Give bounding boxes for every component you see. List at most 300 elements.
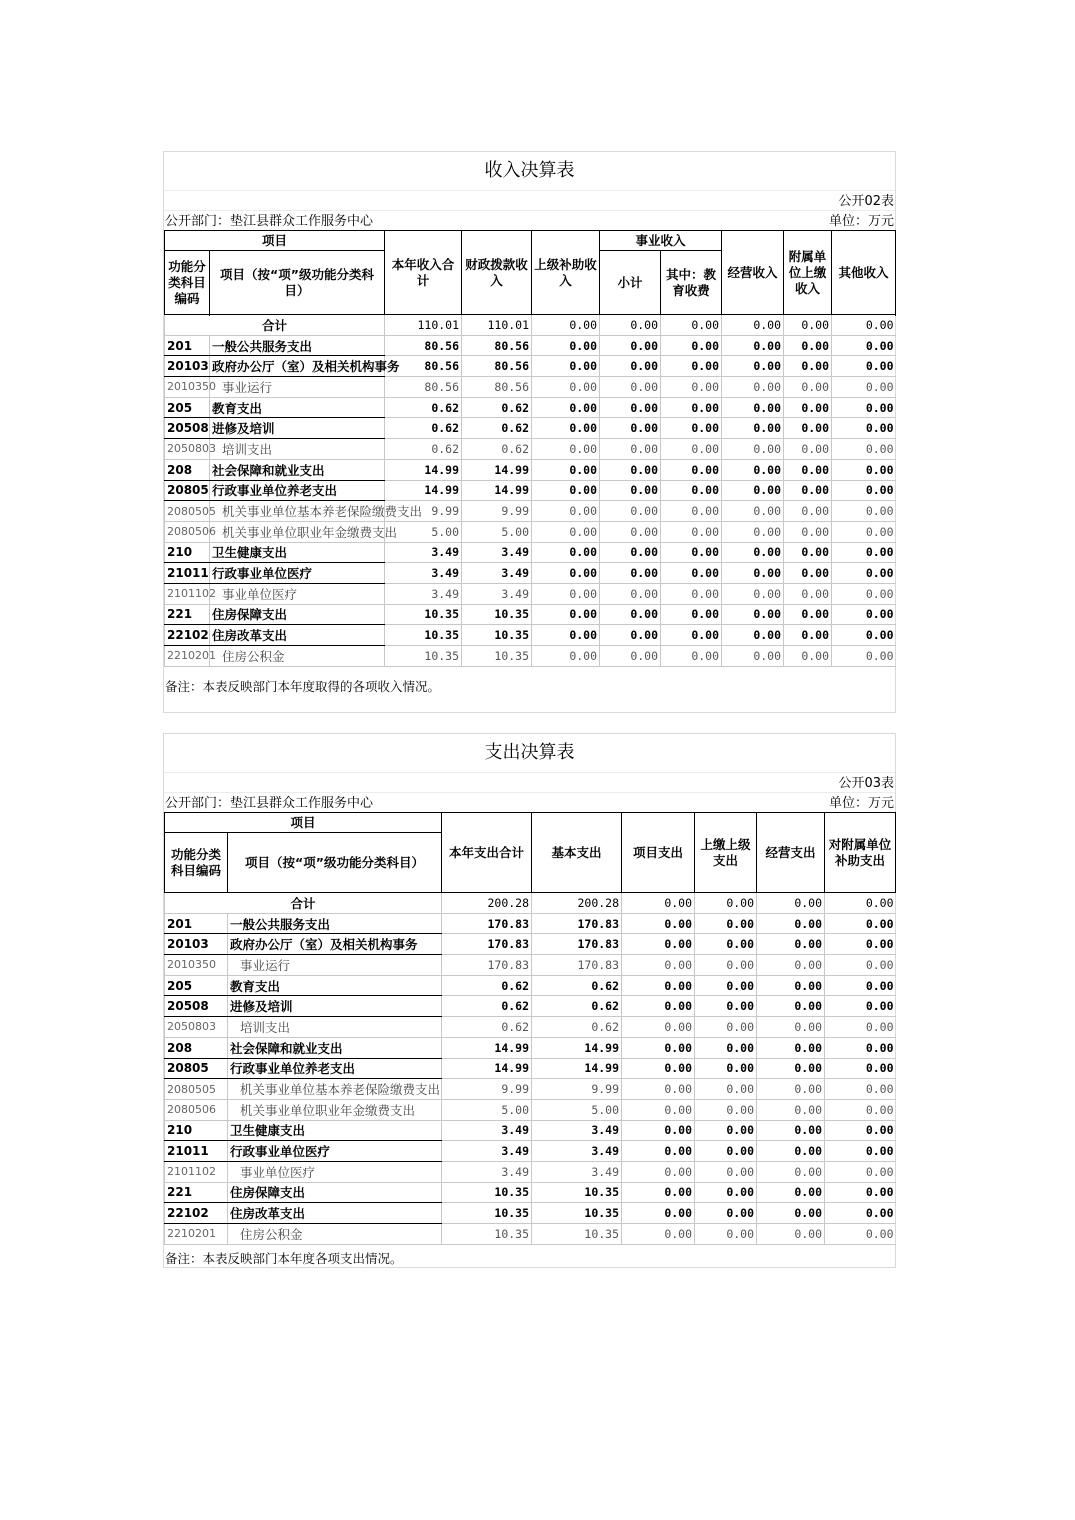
row-value: 0.00 (757, 893, 825, 914)
row-value: 0.00 (661, 542, 722, 563)
row-value: 0.00 (722, 397, 784, 418)
row-value: 0.00 (825, 1120, 896, 1141)
row-value: 0.00 (722, 563, 784, 584)
row-code: 2080505 (165, 1079, 228, 1100)
row-code: 205 (165, 397, 210, 418)
row-name: 事业运行 (210, 377, 385, 398)
row-value: 0.00 (825, 1224, 896, 1245)
row-value: 10.35 (462, 625, 532, 646)
row-name: 社会保障和就业支出 (210, 459, 385, 480)
row-value: 0.00 (832, 377, 896, 398)
row-value: 80.56 (462, 335, 532, 356)
row-value: 0.00 (825, 1017, 896, 1038)
row-value: 0.00 (622, 934, 695, 955)
row-value: 10.35 (442, 1182, 532, 1203)
income-header-superior: 上级补助收入 (532, 231, 600, 315)
row-name: 住房改革支出 (210, 625, 385, 646)
row-value: 0.00 (722, 501, 784, 522)
row-value: 170.83 (532, 913, 622, 934)
expense-note: 备注：本表反映部门本年度各项支出情况。 (165, 1250, 403, 1266)
row-value: 0.62 (532, 996, 622, 1017)
expense-header-name: 项目（按“项”级功能分类科目） (228, 833, 442, 893)
row-value: 10.35 (442, 1224, 532, 1245)
row-code: 2080506 (165, 521, 210, 542)
row-code: 210 (165, 542, 210, 563)
table-row (165, 563, 896, 584)
income-header-edu: 其中：教育收费 (661, 251, 722, 315)
row-value: 0.00 (784, 439, 832, 460)
row-value: 110.01 (462, 315, 532, 336)
row-value: 14.99 (385, 480, 462, 501)
row-value: 0.00 (832, 397, 896, 418)
row-value: 0.00 (622, 1161, 695, 1182)
row-value: 0.62 (385, 439, 462, 460)
row-value: 0.00 (757, 955, 825, 976)
row-value: 3.49 (462, 542, 532, 563)
row-value: 0.00 (622, 1120, 695, 1141)
row-code: 20508 (165, 418, 210, 439)
row-code: 20805 (165, 480, 210, 501)
row-value: 0.00 (695, 955, 757, 976)
table-row (165, 501, 896, 522)
row-value: 14.99 (532, 1037, 622, 1058)
row-value: 0.00 (784, 459, 832, 480)
income-header-other: 其他收入 (832, 231, 896, 315)
row-value: 0.00 (832, 604, 896, 625)
row-value: 170.83 (442, 934, 532, 955)
income-header-code: 功能分类科目编码 (165, 251, 210, 315)
expense-statement-sheet (163, 733, 896, 1268)
row-value: 0.00 (532, 315, 600, 336)
row-value: 0.00 (661, 397, 722, 418)
row-value: 0.00 (825, 975, 896, 996)
row-value: 5.00 (442, 1099, 532, 1120)
row-value: 0.00 (532, 418, 600, 439)
table-row (165, 335, 896, 356)
row-value: 9.99 (532, 1079, 622, 1100)
row-value: 0.00 (825, 955, 896, 976)
row-name: 事业运行 (228, 955, 442, 976)
row-value: 0.00 (722, 377, 784, 398)
table-row (165, 1099, 896, 1120)
row-value: 0.00 (784, 377, 832, 398)
row-value: 10.35 (462, 604, 532, 625)
table-row (165, 996, 896, 1017)
row-value: 0.00 (532, 563, 600, 584)
row-value: 0.62 (442, 1017, 532, 1038)
row-value: 0.00 (825, 1141, 896, 1162)
row-name: 教育支出 (228, 975, 442, 996)
row-code: 2210201 (165, 1224, 228, 1245)
row-value: 0.00 (832, 646, 896, 667)
table-row (165, 1182, 896, 1203)
row-value: 200.28 (532, 893, 622, 914)
row-value: 5.00 (532, 1099, 622, 1120)
expense-title: 支出决算表 (484, 742, 575, 763)
row-value: 0.00 (532, 459, 600, 480)
row-name: 住房保障支出 (210, 604, 385, 625)
income-title: 收入决算表 (484, 160, 575, 181)
row-name: 政府办公厅（室）及相关机构事务 (210, 356, 385, 377)
row-value: 170.83 (532, 955, 622, 976)
row-value: 0.62 (532, 975, 622, 996)
row-value: 0.00 (661, 418, 722, 439)
row-value: 170.83 (442, 913, 532, 934)
row-value: 0.00 (784, 542, 832, 563)
row-value: 0.00 (722, 459, 784, 480)
row-code: 2050803 (165, 439, 210, 460)
row-code: 221 (165, 1182, 228, 1203)
row-name: 社会保障和就业支出 (228, 1037, 442, 1058)
table-row (165, 480, 896, 501)
row-value: 0.00 (722, 315, 784, 336)
row-value: 0.00 (722, 521, 784, 542)
row-value: 0.00 (622, 1224, 695, 1245)
table-row (165, 397, 896, 418)
expense-header-project: 项目 (165, 813, 442, 833)
row-value: 0.00 (661, 583, 722, 604)
row-code: 201 (165, 335, 210, 356)
row-code: 21011 (165, 563, 210, 584)
row-name: 机关事业单位基本养老保险缴费支出 (210, 501, 385, 522)
row-value: 0.62 (532, 1017, 622, 1038)
table-row (165, 1120, 896, 1141)
row-name: 一般公共服务支出 (210, 335, 385, 356)
income-header-project: 项目 (165, 231, 385, 251)
row-name: 行政事业单位养老支出 (228, 1058, 442, 1079)
row-value: 0.00 (695, 1037, 757, 1058)
row-value: 0.00 (600, 377, 661, 398)
row-value: 0.00 (784, 397, 832, 418)
table-row (165, 1224, 896, 1245)
row-value: 80.56 (462, 377, 532, 398)
table-row (165, 521, 896, 542)
row-value: 10.35 (532, 1182, 622, 1203)
row-value: 0.00 (784, 646, 832, 667)
row-value: 0.00 (661, 459, 722, 480)
row-value: 0.00 (600, 563, 661, 584)
row-value: 0.00 (600, 604, 661, 625)
row-value: 0.00 (532, 356, 600, 377)
table-row (165, 1017, 896, 1038)
income-header-total: 本年收入合计 (385, 231, 462, 315)
row-value: 0.00 (832, 563, 896, 584)
row-value: 0.00 (600, 625, 661, 646)
row-value: 0.00 (695, 1079, 757, 1100)
row-value: 0.00 (757, 934, 825, 955)
row-value: 0.00 (832, 542, 896, 563)
expense-header-total: 本年支出合计 (442, 813, 532, 893)
row-name: 机关事业单位基本养老保险缴费支出 (228, 1079, 442, 1100)
row-value: 0.00 (832, 583, 896, 604)
row-value: 80.56 (385, 377, 462, 398)
income-header-name: 项目（按“项”级功能分类科目） (210, 251, 385, 315)
row-name: 机关事业单位职业年金缴费支出 (228, 1099, 442, 1120)
row-name: 进修及培训 (228, 996, 442, 1017)
row-value: 0.00 (757, 1224, 825, 1245)
income-meta-row (164, 210, 895, 230)
table-row (165, 913, 896, 934)
row-name: 行政事业单位医疗 (228, 1141, 442, 1162)
table-row (165, 646, 896, 667)
row-value: 3.49 (532, 1141, 622, 1162)
row-value: 3.49 (385, 563, 462, 584)
row-value: 14.99 (462, 459, 532, 480)
income-unit: 单位：万元 (828, 214, 894, 229)
row-value: 0.00 (695, 893, 757, 914)
expense-table-body (165, 893, 896, 1245)
row-value: 0.00 (622, 1099, 695, 1120)
row-name: 行政事业单位医疗 (210, 563, 385, 584)
row-value: 0.00 (757, 1141, 825, 1162)
row-value: 0.00 (600, 315, 661, 336)
row-value: 0.00 (622, 955, 695, 976)
row-value: 0.00 (600, 501, 661, 522)
row-name: 事业单位医疗 (210, 583, 385, 604)
row-value: 0.00 (784, 356, 832, 377)
row-value: 0.00 (832, 625, 896, 646)
row-value: 0.00 (622, 1203, 695, 1224)
row-code: 20103 (165, 356, 210, 377)
row-value: 0.00 (695, 934, 757, 955)
row-value: 0.00 (532, 439, 600, 460)
income-table (164, 230, 896, 667)
row-value: 0.00 (695, 1058, 757, 1079)
table-row (165, 955, 896, 976)
expense-header-code: 功能分类科目编码 (165, 833, 228, 893)
expense-department: 公开部门：垫江县群众工作服务中心 (165, 796, 374, 811)
income-statement-sheet (163, 151, 896, 713)
income-table-number: 公开02表 (838, 194, 894, 209)
row-value: 0.00 (661, 501, 722, 522)
income-header-affiliated: 附属单位上缴收入 (784, 231, 832, 315)
row-name: 住房改革支出 (228, 1203, 442, 1224)
row-code: 2210201 (165, 646, 210, 667)
row-value: 10.35 (462, 646, 532, 667)
row-value: 10.35 (532, 1203, 622, 1224)
row-value: 0.62 (442, 996, 532, 1017)
row-value: 0.00 (600, 521, 661, 542)
row-code: 20805 (165, 1058, 228, 1079)
row-value: 5.00 (385, 521, 462, 542)
row-value: 0.00 (757, 1203, 825, 1224)
row-value: 0.00 (661, 563, 722, 584)
row-value: 0.00 (722, 625, 784, 646)
row-code: 205 (165, 975, 228, 996)
row-value: 0.00 (784, 583, 832, 604)
row-value: 0.00 (532, 521, 600, 542)
row-value: 0.00 (757, 1182, 825, 1203)
table-row (165, 893, 896, 914)
income-header-subtotal: 小计 (600, 251, 661, 315)
row-code: 20103 (165, 934, 228, 955)
row-value: 0.62 (462, 439, 532, 460)
row-value: 0.00 (722, 356, 784, 377)
row-value: 0.62 (442, 975, 532, 996)
table-row (165, 1161, 896, 1182)
row-value: 0.00 (832, 418, 896, 439)
expense-unit: 单位：万元 (828, 796, 894, 811)
row-name: 教育支出 (210, 397, 385, 418)
row-value: 14.99 (462, 480, 532, 501)
table-row (165, 542, 896, 563)
income-header-operating: 经营收入 (722, 231, 784, 315)
table-row (165, 1079, 896, 1100)
row-value: 0.00 (722, 604, 784, 625)
income-table-number-row (164, 190, 895, 210)
row-value: 0.00 (695, 913, 757, 934)
row-value: 0.00 (600, 646, 661, 667)
row-value: 200.28 (442, 893, 532, 914)
row-name: 机关事业单位职业年金缴费支出 (210, 521, 385, 542)
table-row (165, 439, 896, 460)
row-value: 0.00 (600, 397, 661, 418)
row-value: 0.00 (722, 583, 784, 604)
row-value: 0.00 (757, 1161, 825, 1182)
row-code: 2101102 (165, 583, 210, 604)
row-value: 0.00 (661, 646, 722, 667)
row-code: 2101102 (165, 1161, 228, 1182)
row-name: 行政事业单位养老支出 (210, 480, 385, 501)
row-value: 0.00 (757, 996, 825, 1017)
row-code: 2080506 (165, 1099, 228, 1120)
row-value: 0.00 (532, 501, 600, 522)
row-value: 0.00 (600, 418, 661, 439)
table-row (165, 1037, 896, 1058)
row-value: 0.00 (757, 913, 825, 934)
expense-header-subsidy: 对附属单位补助支出 (825, 813, 896, 893)
row-value: 0.00 (600, 583, 661, 604)
row-value: 0.00 (695, 1203, 757, 1224)
row-value: 80.56 (385, 356, 462, 377)
expense-header-program: 项目支出 (622, 813, 695, 893)
row-name: 卫生健康支出 (228, 1120, 442, 1141)
row-value: 0.00 (600, 439, 661, 460)
row-value: 0.00 (825, 893, 896, 914)
row-value: 0.00 (622, 1017, 695, 1038)
row-value: 3.49 (462, 583, 532, 604)
table-row (165, 975, 896, 996)
row-value: 10.35 (385, 646, 462, 667)
row-value: 0.00 (622, 996, 695, 1017)
row-name: 住房公积金 (228, 1224, 442, 1245)
row-value: 0.00 (532, 377, 600, 398)
table-row (165, 418, 896, 439)
row-value: 0.00 (757, 1120, 825, 1141)
row-value: 0.00 (832, 521, 896, 542)
row-value: 0.00 (532, 583, 600, 604)
row-value: 0.00 (825, 1161, 896, 1182)
row-value: 0.00 (832, 439, 896, 460)
row-value: 0.00 (661, 335, 722, 356)
row-value: 170.83 (442, 955, 532, 976)
row-value: 0.00 (825, 1099, 896, 1120)
row-value: 0.00 (695, 1017, 757, 1038)
row-value: 0.00 (532, 604, 600, 625)
row-value: 10.35 (442, 1203, 532, 1224)
expense-header-upper: 上缴上级支出 (695, 813, 757, 893)
row-value: 0.00 (600, 356, 661, 377)
income-department: 公开部门：垫江县群众工作服务中心 (165, 214, 374, 229)
row-value: 0.00 (600, 335, 661, 356)
row-value: 0.00 (622, 1079, 695, 1100)
row-value: 0.00 (695, 996, 757, 1017)
row-value: 9.99 (462, 501, 532, 522)
row-code: 201 (165, 913, 228, 934)
table-row (165, 377, 896, 398)
row-value: 0.00 (600, 480, 661, 501)
row-code: 2050803 (165, 1017, 228, 1038)
expense-table-number-row (164, 772, 895, 792)
row-value: 3.49 (532, 1120, 622, 1141)
table-row (165, 356, 896, 377)
row-name: 事业单位医疗 (228, 1161, 442, 1182)
row-code: 210 (165, 1120, 228, 1141)
row-code: 2080505 (165, 501, 210, 522)
row-value: 0.00 (622, 1141, 695, 1162)
row-value: 0.00 (784, 480, 832, 501)
row-value: 14.99 (532, 1058, 622, 1079)
row-value: 0.00 (600, 459, 661, 480)
row-name: 合计 (165, 893, 442, 914)
row-value: 10.35 (385, 604, 462, 625)
row-value: 0.00 (825, 1037, 896, 1058)
row-code: 2010350 (165, 955, 228, 976)
row-value: 0.00 (825, 1079, 896, 1100)
table-row (165, 583, 896, 604)
table-row (165, 315, 896, 336)
row-value: 0.00 (695, 1120, 757, 1141)
row-value: 0.00 (661, 377, 722, 398)
table-row (165, 934, 896, 955)
row-value: 0.00 (722, 646, 784, 667)
row-value: 14.99 (385, 459, 462, 480)
row-value: 0.00 (757, 975, 825, 996)
row-value: 0.62 (385, 397, 462, 418)
row-value: 10.35 (532, 1224, 622, 1245)
row-name: 进修及培训 (210, 418, 385, 439)
row-name: 政府办公厅（室）及相关机构事务 (228, 934, 442, 955)
income-header-fiscal: 财政拨款收入 (462, 231, 532, 315)
row-value: 0.00 (722, 542, 784, 563)
row-code: 22102 (165, 625, 210, 646)
expense-header-basic: 基本支出 (532, 813, 622, 893)
row-value: 0.00 (622, 893, 695, 914)
row-value: 0.00 (661, 521, 722, 542)
row-value: 3.49 (442, 1161, 532, 1182)
row-name: 住房保障支出 (228, 1182, 442, 1203)
row-value: 0.00 (757, 1017, 825, 1038)
row-value: 0.00 (825, 1182, 896, 1203)
row-value: 10.35 (385, 625, 462, 646)
row-name: 卫生健康支出 (210, 542, 385, 563)
row-value: 0.00 (825, 1203, 896, 1224)
row-value: 0.00 (622, 1058, 695, 1079)
row-name: 培训支出 (228, 1017, 442, 1038)
row-value: 0.00 (532, 646, 600, 667)
row-value: 0.00 (784, 315, 832, 336)
row-value: 0.00 (695, 1182, 757, 1203)
row-value: 0.00 (722, 439, 784, 460)
row-value: 3.49 (532, 1161, 622, 1182)
row-value: 0.62 (462, 397, 532, 418)
row-value: 0.00 (695, 1141, 757, 1162)
row-value: 80.56 (462, 356, 532, 377)
table-row (165, 604, 896, 625)
row-value: 0.00 (661, 315, 722, 336)
row-value: 0.00 (695, 1224, 757, 1245)
row-value: 3.49 (442, 1141, 532, 1162)
